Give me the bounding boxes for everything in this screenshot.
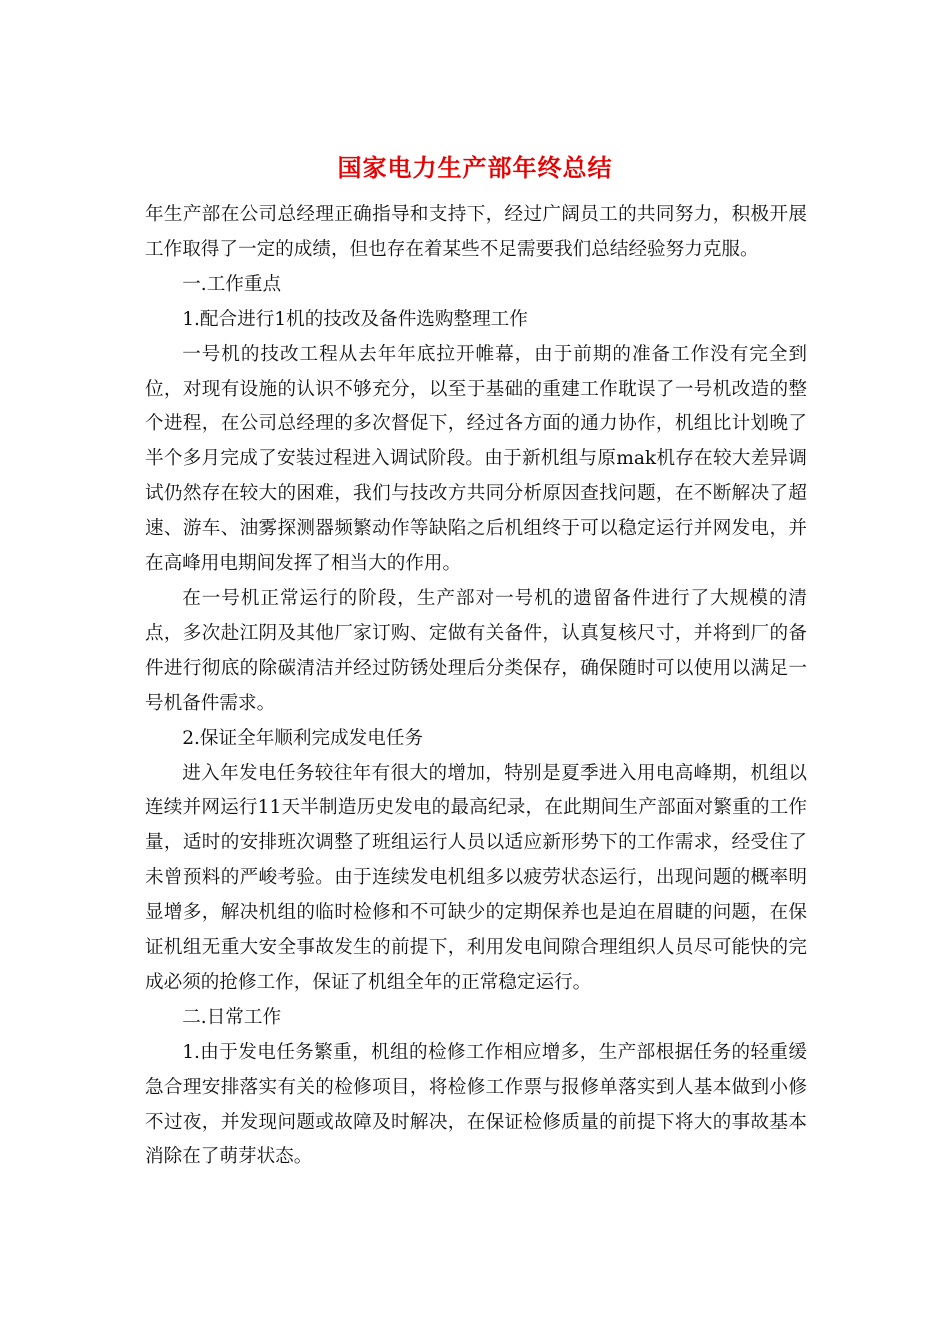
document-title: 国家电力生产部年终总结 [337,154,613,182]
section-heading-daily-work: 二.日常工作 [182,1006,282,1028]
section-heading-work-focus: 一.工作重点 [182,273,282,295]
document-body [145,198,807,1175]
subsection-heading-unit1-retrofit: 1.配合进行1机的技改及备件选购整理工作 [182,308,528,330]
paragraph-daily-maintenance: 1.由于发电任务繁重，机组的检修工作相应增多，生产部根据任务的轻重缓急合理安排落实有关的检修项目，将检修工作票与报修单落实到人基本做到小修不过夜，并发现问题或故障及时解决，在保证检修质量的前提下将大的事故基本消除在了萌芽状态。 [145,1041,807,1168]
subsection-heading-generation-task: 2.保证全年顺利完成发电任务 [182,727,424,749]
intro-paragraph: 年生产部在公司总经理正确指导和支持下，经过广阔员工的共同努力，积极开展工作取得了一定的成绩，但也存在着某些不足需要我们总结经验努力克服。 [145,204,807,260]
paragraph-generation-task: 进入年发电任务较往年有很大的增加，特别是夏季进入用电高峰期，机组以连续并网运行11天半制造历史发电的最高纪录，在此期间生产部面对繁重的工作量，适时的安排班次调整了班组运行人员以适应新形势下的工作需求，经受住了未曾预料的严峻考验。由于连续发电机组多以疲劳状态运行，出现问题的概率明显增多，解决机组的临时检修和不可缺少的定期保养也是迫在眉睫的问题，在保证机组无重大安全事故发生的前提下，利用发电间隙合理组织人员尽可能快的完成必须的抢修工作，保证了机组全年的正常稳定运行。 [145,762,807,993]
paragraph-unit1-spare-parts: 在一号机正常运行的阶段，生产部对一号机的遗留备件进行了大规模的清点，多次赴江阴及其他厂家订购、定做有关备件，认真复核尺寸，并将到厂的备件进行彻底的除碳清洁并经过防锈处理后分类保存，确保随时可以使用以满足一号机备件需求。 [145,587,807,714]
paragraph-unit1-retrofit: 一号机的技改工程从去年年底拉开帷幕，由于前期的准备工作没有完全到位，对现有设施的认识不够充分，以至于基础的重建工作耽误了一号机改造的整个进程，在公司总经理的多次督促下，经过各方面的通力协作，机组比计划晚了半个多月完成了安装过程进入调试阶段。由于新机组与原mak机存在较大差异调试仍然存在较大的困难，我们与技改方共同分析原因查找问题，在不断解决了超速、游车、油雾探测器频繁动作等缺陷之后机组终于可以稳定运行并网发电，并在高峰用电期间发挥了相当大的作用。 [145,343,807,575]
